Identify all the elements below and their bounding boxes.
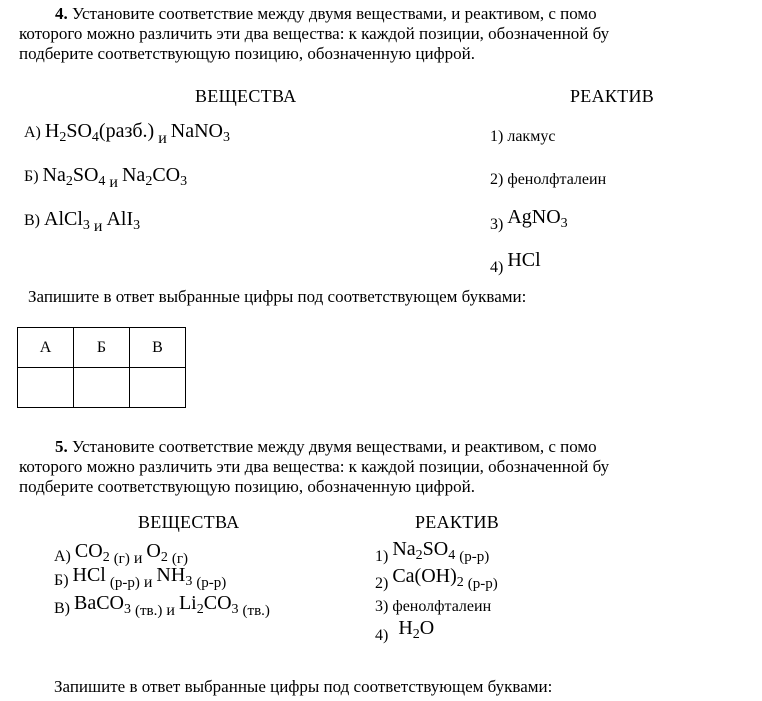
task4-reagent-4: 4) HCl — [490, 249, 541, 276]
task4-instruction: Запишите в ответ выбранные цифры под соответствующем буквами: — [28, 287, 527, 306]
task5-item-b: Б) HCl (р-р) и $NH_3$ (р-р) — [54, 564, 227, 591]
answer-cell-a[interactable] — [18, 368, 74, 408]
task4-reagent-3: 3) AgNO$_3$ — [490, 206, 568, 233]
task5-reagent-3: 3) фенолфталеин — [375, 598, 492, 615]
answer-header-b: Б — [74, 328, 130, 368]
task5-line3: подберите соответствующую позицию, обозначенную цифрой. — [19, 477, 476, 496]
task5-reagent-2: 2) $Ca(OH)_2$ (р-р) — [375, 565, 498, 592]
task5-number: 5. — [55, 437, 68, 456]
task4-text — [19, 4, 762, 64]
task5-header-substances: ВЕЩЕСТВА — [138, 512, 240, 532]
task4-line1: 4. Установите соответствие между двумя веществами, и реактивом, с помо — [55, 4, 597, 23]
task5-header-reagents: РЕАКТИВ — [415, 512, 500, 532]
task4-reagent-1: 1) лакмус — [490, 128, 556, 145]
task5-line2: которого можно различить эти два вещества: к каждой позиции, обозначенной бу — [19, 457, 610, 476]
task5-instruction: Запишите в ответ выбранные цифры под соответствующем буквами: — [54, 677, 553, 696]
task4-reagent-2: 2) фенолфталеин — [490, 171, 607, 188]
task5-item-a: А) $CO_2$ (г) и $O_2$ (г) — [54, 540, 189, 567]
answer-cell-c[interactable] — [130, 368, 186, 408]
task5-item-c: В) BaCO$_3$ (тв.) и $Li_2CO_3$ (тв.) — [54, 592, 270, 619]
task4-item-a: А) $H_2SO_4(разб.)$ и NaNO$_3$ — [24, 120, 230, 147]
task4-item-a-formula: $H_2SO_4(разб.)$ — [44, 120, 155, 145]
task4-line3: подберите соответствующую позицию, обозначенную цифрой. — [19, 44, 476, 63]
answer-cell-b[interactable] — [74, 368, 130, 408]
task5-reagent-1: 1) $Na_2SO_4$ (р-р) — [375, 538, 490, 565]
task4-item-b: Б) $Na_2SO_4$ и $Na_2CO_3$ — [24, 164, 188, 191]
task4-number: 4. — [55, 4, 68, 23]
task4-line2: которого можно различить эти два вещества: к каждой позиции, обозначенной бу — [19, 24, 610, 43]
answer-header-c: В — [130, 328, 186, 368]
task5-text — [19, 437, 762, 497]
task4-header-substances: ВЕЩЕСТВА — [195, 86, 297, 106]
task4-header-reagents: РЕАКТИВ — [570, 86, 655, 106]
task4-item-c: В) AlCl$_3$ и AlI$_3$ — [24, 208, 141, 235]
task4-answer-table — [17, 327, 186, 408]
task5-line1: 5. Установите соответствие между двумя веществами, и реактивом, с помо — [55, 437, 597, 456]
task5-reagent-4: 4) $H_2O$ — [375, 617, 435, 644]
answer-header-a: А — [18, 328, 74, 368]
